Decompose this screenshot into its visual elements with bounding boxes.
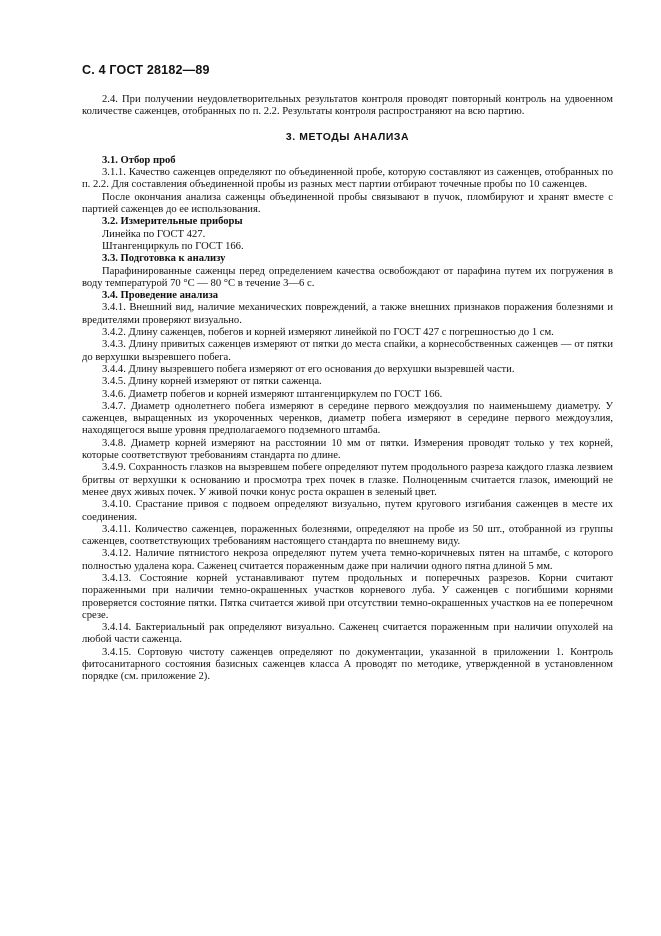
list-item: 3.4.11. Количество саженцев, пораженных болезнями, определяют на пробе из 50 шт., отобранной из группы саженцев, соответствующих требованиям настоящего стандарта по внешнему виду. — [82, 523, 613, 548]
list-item: 3.4.6. Диаметр побегов и корней измеряют штангенциркулем по ГОСТ 166. — [102, 388, 443, 400]
list-item: 3.4.8. Диаметр корней измеряют на расстоянии 10 мм от пятки. Измерения проводят только у тех корней, которые соответствуют требованиям стандарта по длине. — [82, 437, 613, 462]
list-item: 3.4.4. Длину вызревшего побега измеряют от его основания до верхушки вызревшей части. — [102, 363, 515, 375]
list-item: 3.4.13. Состояние корней устанавливают путем продольных и поперечных разрезов. Корни считают пораженными при наличии темно-окрашенных участков корневого луба. У саженцев с погибшими корнями проверяется состояние пятки. Пятка считается живой при отсутствии темно-окрашенных участков на ее поперечном срезе. — [82, 572, 613, 621]
subheading-3-4: 3.4. Проведение анализа — [102, 290, 218, 302]
list-item: 3.4.10. Срастание привоя с подвоем определяют визуально, путем кругового изгибания саженцев в месте их соединения. — [82, 499, 613, 523]
list-item: 3.4.5. Длину корней измеряют от пятки саженца. — [102, 376, 322, 388]
subheading-3-1: 3.1. Отбор проб — [102, 154, 176, 166]
paragraph-2-4: 2.4. При получении неудовлетворительных результатов контроля проводят повторный контроль на удвоенном количестве саженцев, отобранных по п. 2.2. Результаты контроля распространяют на всю партию. — [82, 94, 613, 118]
paragraph-3-1-1-cont: После окончания анализа саженцы объединенной пробы связывают в пучок, пломбируют и хранят вместе с партией саженцев до ее использования. — [82, 191, 613, 216]
paragraph-3-1-1: 3.1.1. Качество саженцев определяют по объединенной пробе, которую составляют из саженцев, отобранных по п. 2.2. Для составления объединенной пробы из разных мест партии отбирают точечные пробы по 10 саженцев. — [82, 167, 613, 191]
list-item: 3.4.7. Диаметр однолетнего побега измеряют в середине первого междоузлия по наименьшему диаметру. У саженцев, выращенных из укороченных черенков, диаметр побега измеряют в середине первого междоузлия, находящегося выше уровня предполагаемого подземного штамба. — [82, 400, 613, 437]
page-header: С. 4 ГОСТ 28182—89 — [82, 63, 210, 77]
list-item: 3.4.15. Сортовую чистоту саженцев определяют по документации, указанной в приложении 1. Контроль фитосанитарного состояния базисных саженцев класса А проводят по методике, утвержденной в установленном порядке (см. приложение 2). — [82, 646, 613, 683]
subheading-3-2: 3.2. Измерительные приборы — [102, 216, 243, 228]
page-content — [82, 94, 613, 684]
list-item: 3.4.3. Длину привитых саженцев измеряют от пятки до места спайки, а корнесобственных саженцев — от пятки до верхушки вызревшего побега. — [82, 339, 613, 363]
list-item: 3.4.14. Бактериальный рак определяют визуально. Саженец считается пораженным при наличии опухолей на любой части саженца. — [82, 622, 613, 646]
list-item: 3.4.1. Внешний вид, наличие механических повреждений, а также внешних признаков поражения болезнями и вредителями проверяют визуально. — [82, 302, 613, 326]
paragraph-3-2-caliper: Штангенциркуль по ГОСТ 166. — [102, 240, 244, 252]
list-item: 3.4.9. Сохранность глазков на вызревшем побеге определяют путем продольного разреза каждого глазка лезвием бритвы от верхушки к основанию и просмотра трех почек в глазке. Полноценным считается глазок, имеющий не менее двух живых почек. У живой почки конус роста окрашен в зеленый цвет. — [82, 462, 613, 498]
paragraph-3-2-ruler: Линейка по ГОСТ 427. — [102, 228, 206, 240]
section-title: 3. МЕТОДЫ АНАЛИЗА — [285, 131, 410, 143]
paragraph-3-3: Парафинированные саженцы перед определением качества освобождают от парафина путем их погружения в воду температурой 70 °С — 80 °С в течение 3—6 с. — [82, 265, 613, 289]
subheading-3-3: 3.3. Подготовка к анализу — [102, 253, 226, 265]
list-item: 3.4.2. Длину саженцев, побегов и корней измеряют линейкой по ГОСТ 427 с погрешностью до 1 см. — [102, 327, 554, 339]
list-item: 3.4.12. Наличие пятнистого некроза определяют путем учета темно-коричневых пятен на штамбе, с которого полностью удалена кора. Саженец считается пораженным даже при наличии одного пятна длиной 5 мм. — [82, 548, 613, 572]
